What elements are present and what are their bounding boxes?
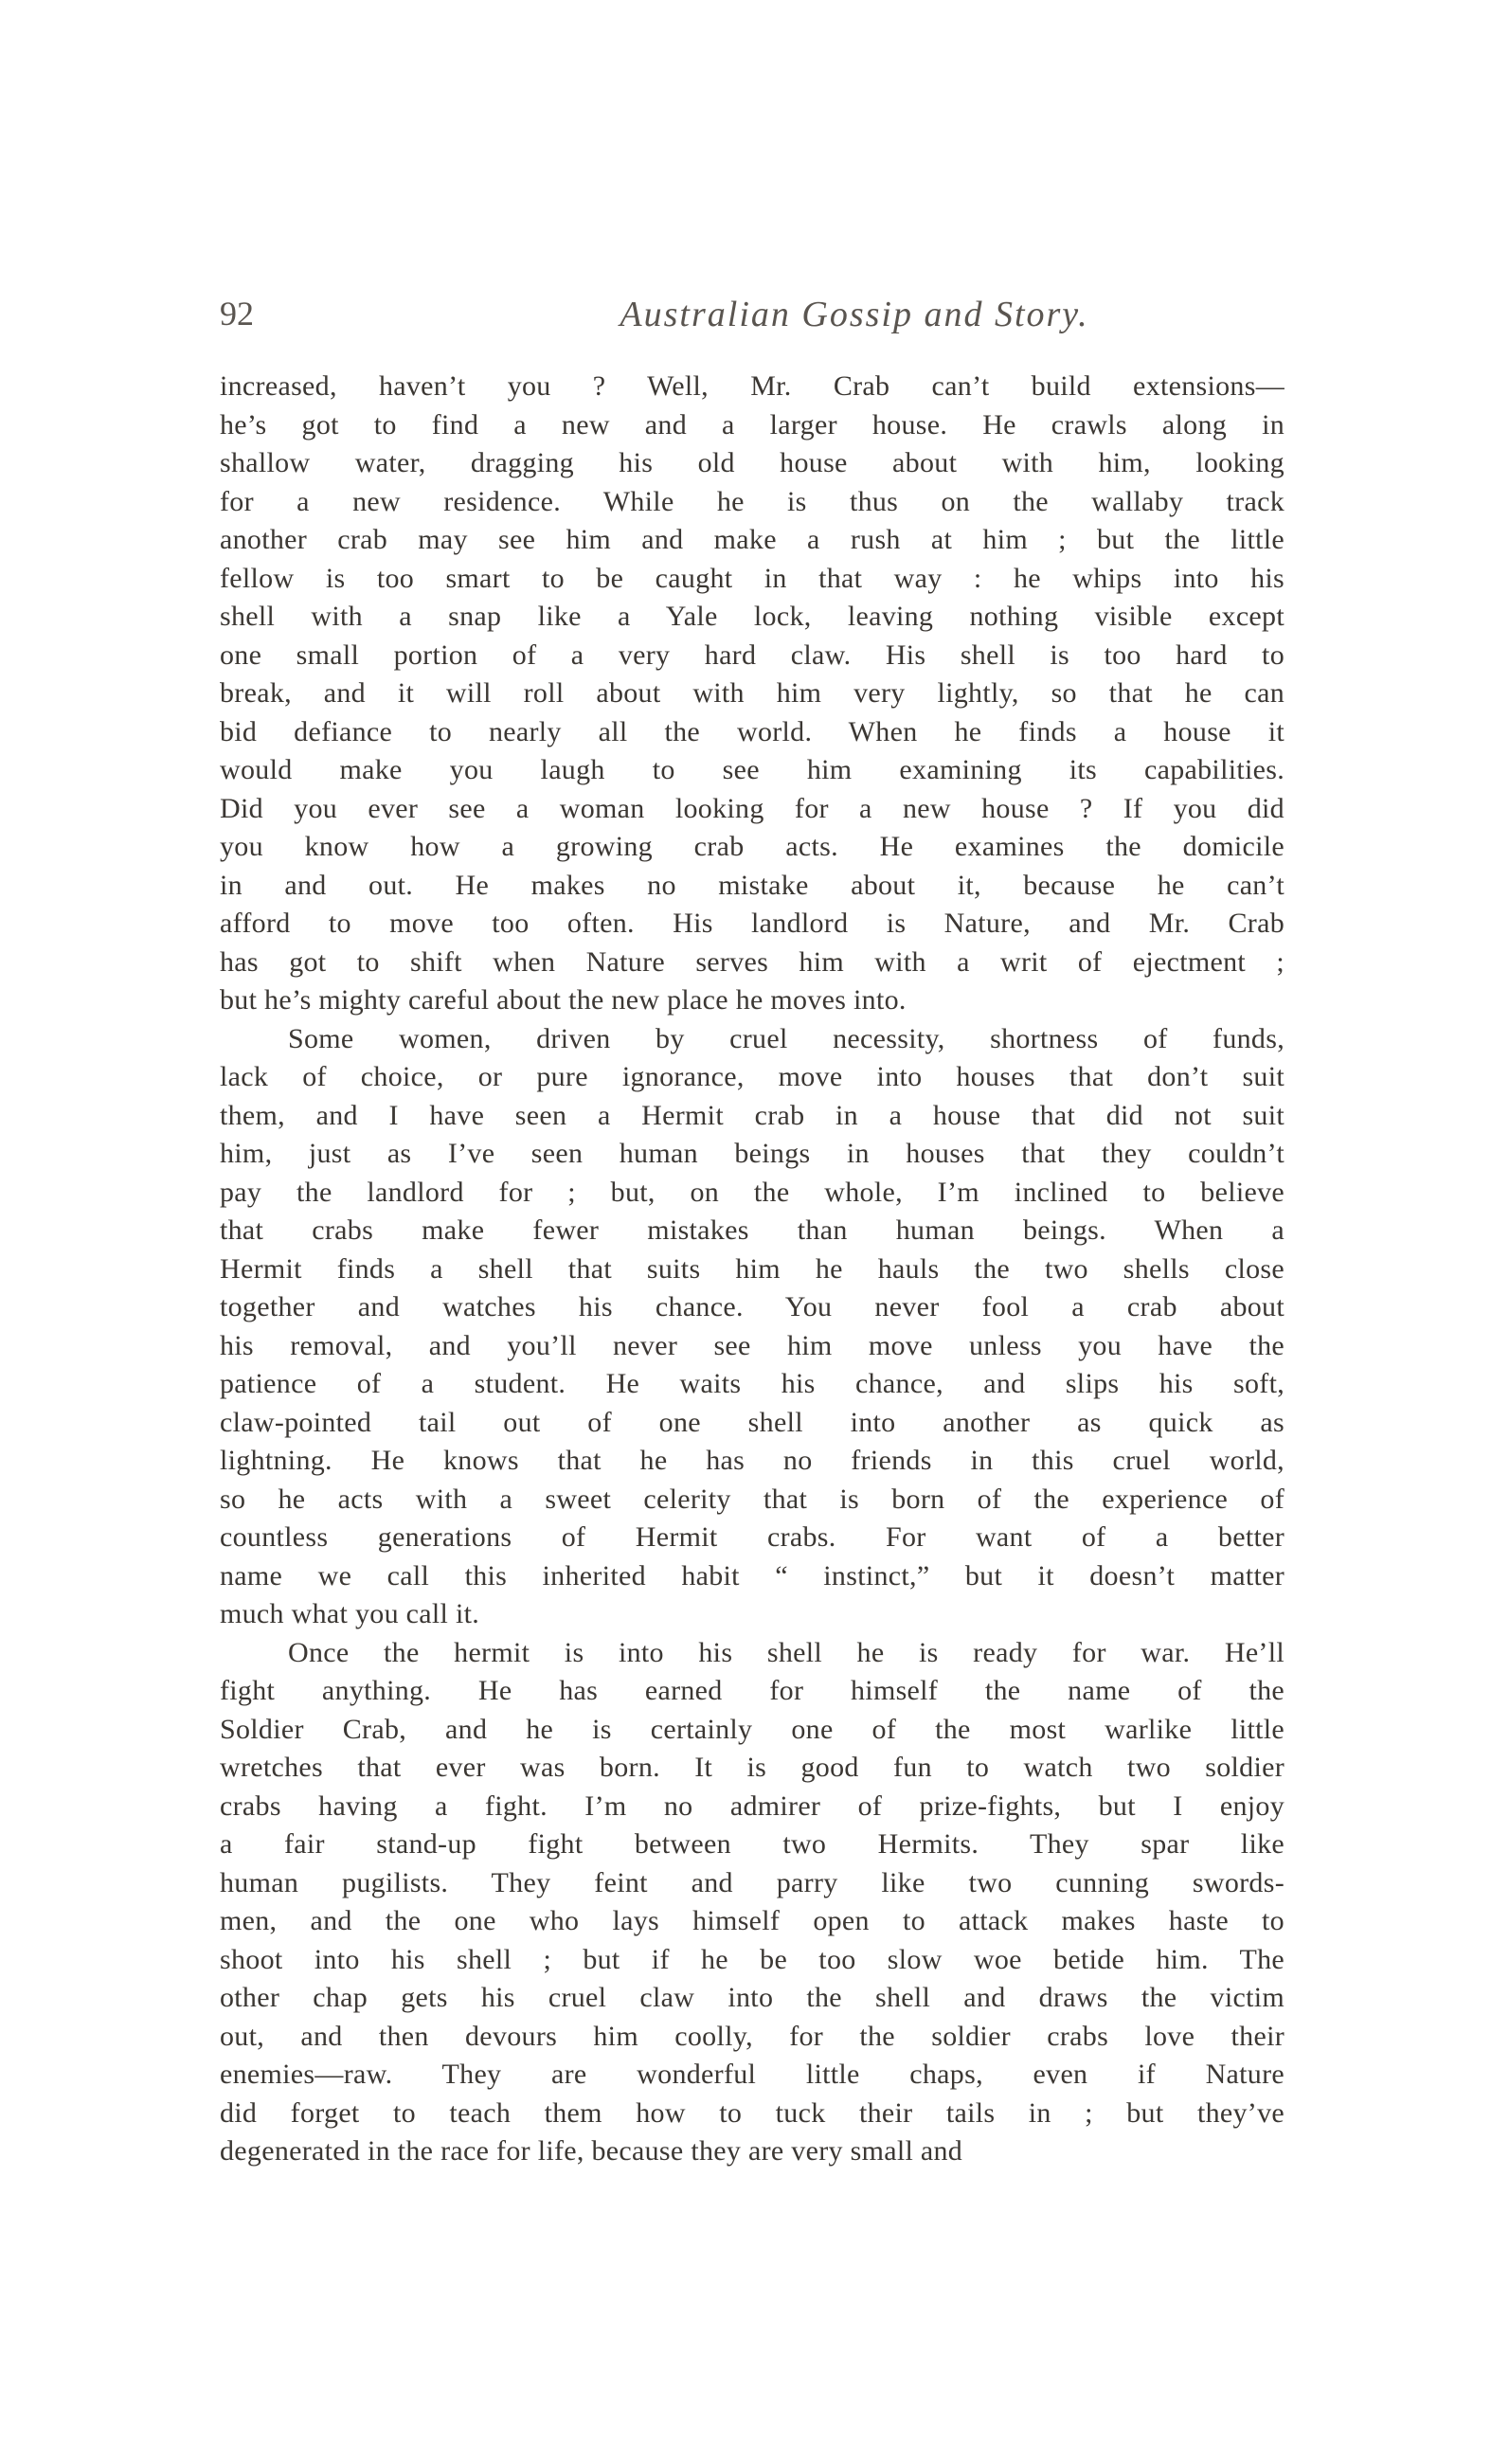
- text-line: another crab may see him and make a rush at him ; but the little: [220, 524, 1284, 555]
- text-line: break, and it will roll about with him very lightly, so that he can: [220, 677, 1284, 709]
- text-line: Hermit finds a shell that suits him he hauls the two shells close: [220, 1252, 1284, 1285]
- text-line: much what you call it.: [220, 1598, 480, 1629]
- text-line: fight anything. He has earned for himself the name of the: [220, 1675, 1284, 1706]
- text-line: degenerated in the race for life, because they are very small and: [220, 2135, 963, 2167]
- text-line: Some women, driven by cruel necessity, shortness of funds,: [288, 1022, 1284, 1054]
- text-line: so he acts with a sweet celerity that is born of the experience of: [220, 1483, 1284, 1515]
- text-line: in and out. He makes no mistake about it, because he can’t: [220, 869, 1284, 901]
- text-line: he’s got to find a new and a larger house. He crawls along in: [220, 408, 1284, 441]
- text-line: Did you ever see a woman looking for a new house ? If you did: [220, 792, 1284, 824]
- text-line: Soldier Crab, and he is certainly one of the most warlike little: [220, 1713, 1284, 1745]
- text-line: that crabs make fewer mistakes than human beings. When a: [220, 1214, 1284, 1246]
- paragraph: [220, 368, 1284, 1020]
- paragraph: [220, 1634, 1284, 2171]
- running-head: [220, 294, 1284, 339]
- text-line: other chap gets his cruel claw into the shell and draws the victim: [220, 1982, 1284, 2013]
- text-line: out, and then devours him coolly, for the soldier crabs love their: [220, 2020, 1284, 2052]
- text-line: lightning. He knows that he has no friends in this cruel world,: [220, 1445, 1284, 1476]
- text-line: Once the hermit is into his shell he is ready for war. He’ll: [288, 1636, 1284, 1668]
- text-line: shallow water, dragging his old house about with him, looking: [220, 447, 1284, 478]
- text-line: crabs having a fight. I’m no admirer of prize-fights, but I enjoy: [220, 1790, 1284, 1822]
- text-line: lack of choice, or pure ignorance, move into houses that don’t suit: [220, 1061, 1284, 1092]
- text-line: pay the landlord for ; but, on the whole, I’m inclined to believe: [220, 1176, 1284, 1208]
- text-line: bid defiance to nearly all the world. When he finds a house it: [220, 715, 1284, 747]
- body-text: [220, 368, 1284, 2171]
- text-line: shell with a snap like a Yale lock, leaving nothing visible except: [220, 601, 1284, 632]
- text-line: together and watches his chance. You never fool a crab about: [220, 1291, 1284, 1322]
- page-number: 92: [220, 295, 254, 333]
- text-line: men, and the one who lays himself open to attack makes haste to: [220, 1905, 1284, 1936]
- text-line: his removal, and you’ll never see him move unless you have the: [220, 1329, 1284, 1361]
- text-line: them, and I have seen a Hermit crab in a house that did not suit: [220, 1099, 1284, 1131]
- text-line: name we call this inherited habit “ instinct,” but it doesn’t matter: [220, 1559, 1284, 1592]
- text-line: but he’s mighty careful about the new place he moves into.: [220, 984, 907, 1016]
- text-line: one small portion of a very hard claw. His shell is too hard to: [220, 638, 1284, 671]
- text-line: increased, haven’t you ? Well, Mr. Crab can’t build extensions—: [220, 370, 1284, 402]
- text-line: would make you laugh to see him examining its capabilities.: [220, 754, 1284, 785]
- text-line: countless generations of Hermit crabs. For want of a better: [220, 1521, 1284, 1553]
- text-line: enemies—raw. They are wonderful little chaps, even if Nature: [220, 2059, 1284, 2090]
- text-line: him, just as I’ve seen human beings in houses that they couldn’t: [220, 1138, 1284, 1169]
- text-line: afford to move too often. His landlord is Nature, and Mr. Crab: [220, 908, 1284, 939]
- text-line: has got to shift when Nature serves him with a writ of ejectment ;: [220, 945, 1284, 978]
- text-line: claw-pointed tail out of one shell into another as quick as: [220, 1406, 1284, 1438]
- text-line: fellow is too smart to be caught in that way : he whips into his: [220, 562, 1284, 594]
- text-line: for a new residence. While he is thus on the wallaby track: [220, 485, 1284, 517]
- text-line: patience of a student. He waits his chance, and slips his soft,: [220, 1368, 1284, 1399]
- text-line: did forget to teach them how to tuck their tails in ; but they’ve: [220, 2096, 1284, 2129]
- text-line: shoot into his shell ; but if he be too slow woe betide him. The: [220, 1943, 1284, 1975]
- text-line: a fair stand-up fight between two Hermits. They spar like: [220, 1828, 1284, 1860]
- running-title: Australian Gossip and Story.: [620, 295, 1089, 334]
- paragraph: [220, 1020, 1284, 1634]
- text-line: wretches that ever was born. It is good fun to watch two soldier: [220, 1752, 1284, 1783]
- text-line: you know how a growing crab acts. He examines the domicile: [220, 831, 1284, 862]
- text-line: human pugilists. They feint and parry like two cunning swords-: [220, 1866, 1284, 1898]
